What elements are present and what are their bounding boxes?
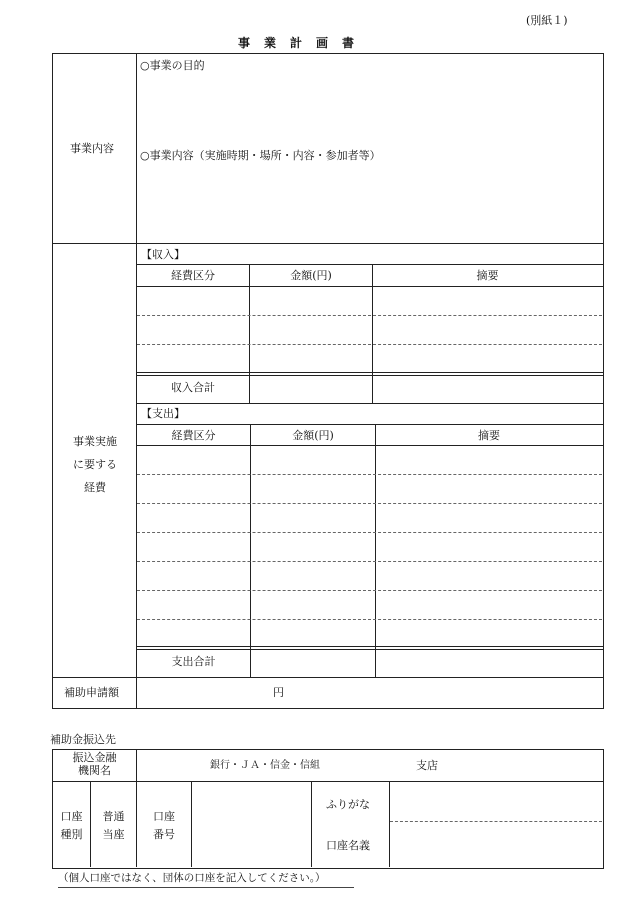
bank-footnote: （個人口座ではなく、団体の口座を記入してください。） [58,872,326,884]
institution-name-input[interactable] [140,757,210,777]
row-divider-expense [52,677,603,678]
income-note-input[interactable] [376,349,602,371]
income-heading-line [136,264,603,265]
income-amount-input[interactable] [253,349,371,371]
expenditure-col-category: 経費区分 [171,429,216,442]
account-type-option-checking[interactable]: 当座 [102,828,125,841]
expenditure-row-divider [137,561,602,562]
expenditure-total-line [136,649,603,650]
income-vdiv-1 [249,264,250,403]
document-title: 事 業 計 画 書 [238,36,356,50]
bank-vdiv-5 [389,781,390,867]
details-field[interactable] [142,166,601,242]
expenditure-amount-input[interactable] [254,479,374,501]
income-note-input[interactable] [376,292,602,314]
expenditure-amount-input[interactable] [254,566,374,588]
income-vdiv-2 [372,264,373,403]
subsidy-label: 補助申請額 [64,686,119,699]
annex-label: (別紙１) [526,14,568,27]
furigana-divider [390,821,602,822]
income-end-line [136,403,603,404]
account-name-input[interactable] [394,835,602,857]
income-total-line [136,375,603,376]
income-col-amount: 金額(円) [290,269,332,282]
expense-row-label-line: に要する [73,458,117,471]
row-divider-content [52,243,603,244]
income-row-divider [137,344,602,345]
income-total-line [136,372,603,373]
account-type-label-line: 種別 [60,828,83,841]
institution-label [53,751,136,777]
expenditure-note-input[interactable] [379,508,602,530]
bank-vdiv-4 [311,781,312,867]
account-number-label-line: 番号 [153,828,175,841]
branch-suffix: 支店 [416,759,438,772]
income-category-input[interactable] [140,320,248,342]
income-row-divider [137,315,602,316]
furigana-label: ふりがな [326,798,370,811]
expenditure-amount-input[interactable] [254,508,374,530]
bank-vdiv-3 [191,781,192,867]
expenditure-note-input[interactable] [379,623,602,645]
income-category-input[interactable] [140,349,248,371]
expenditure-vdiv-2 [375,424,376,677]
branch-name-input[interactable] [328,757,416,777]
account-type-label-line: 口座 [60,810,83,823]
income-category-input[interactable] [140,292,248,314]
footnote-underline [58,887,354,888]
account-number-label [137,808,191,844]
expenditure-row-divider [137,503,602,504]
expenditure-total-line [136,646,603,647]
expenditure-amount-input[interactable] [254,537,374,559]
expense-row-label [56,430,134,499]
income-heading: 【収入】 [141,248,185,261]
bank-vdiv-label [136,749,137,782]
expenditure-amount-input[interactable] [254,595,374,617]
expenditure-col-note: 摘要 [478,429,500,442]
expenditure-row-divider [137,532,602,533]
account-name-label: 口座名義 [326,839,370,852]
expenditure-category-input[interactable] [140,451,249,473]
expenditure-total-note-input[interactable] [379,653,602,675]
expenditure-note-input[interactable] [379,537,602,559]
account-number-input[interactable] [196,815,310,837]
income-total-label: 収入合計 [171,381,215,394]
income-amount-input[interactable] [253,292,371,314]
account-number-label-line: 口座 [153,810,175,823]
expenditure-amount-input[interactable] [254,623,374,645]
income-col-note: 摘要 [476,269,499,282]
expenditure-category-input[interactable] [140,566,249,588]
details-heading: ○事業内容（実施時期・場所・内容・参加者等） [140,149,381,162]
bank-row-divider [52,781,603,782]
expense-row-label-line: 事業実施 [73,435,117,448]
expenditure-category-input[interactable] [140,537,249,559]
income-col-category: 経費区分 [171,269,215,282]
income-total-note-input[interactable] [376,379,602,401]
account-type-option-ordinary[interactable]: 普通 [102,810,125,823]
expenditure-row-divider [137,474,602,475]
purpose-heading: ○事業の目的 [140,59,205,72]
institution-label-line: 振込金融 [72,751,117,764]
subsidy-unit: 円 [273,686,284,699]
furigana-input[interactable] [394,795,602,817]
institution-label-line: 機関名 [78,764,111,777]
expenditure-category-input[interactable] [140,623,249,645]
expenditure-amount-input[interactable] [254,451,374,473]
institution-types: 銀行・ＪＡ・信金・信組 [210,760,320,771]
expenditure-note-input[interactable] [379,566,602,588]
income-total-amount-input[interactable] [253,379,371,401]
bank-section-title: 補助金振込先 [50,733,116,746]
income-note-input[interactable] [376,320,602,342]
content-row-label: 事業内容 [70,142,114,155]
expenditure-total-label: 支出合計 [171,655,216,668]
income-header-line [136,286,603,287]
expenditure-header-line [136,445,603,446]
expenditure-vdiv-1 [250,424,251,677]
expenditure-row-divider [137,619,602,620]
expenditure-col-amount: 金額(円) [292,429,334,442]
expenditure-category-input[interactable] [140,595,249,617]
expenditure-note-input[interactable] [379,451,602,473]
account-type-label [53,808,90,844]
expenditure-note-input[interactable] [379,479,602,501]
purpose-field[interactable] [142,76,601,146]
expense-row-label-line: 経費 [84,481,106,494]
expenditure-category-input[interactable] [140,508,249,530]
expenditure-heading-line [136,424,603,425]
expenditure-total-amount-input[interactable] [254,653,374,675]
account-type-options[interactable] [91,808,136,844]
expenditure-row-divider [137,590,602,591]
expenditure-category-input[interactable] [140,479,249,501]
expenditure-heading: 【支出】 [141,407,185,420]
income-amount-input[interactable] [253,320,371,342]
subsidy-amount-input[interactable] [150,683,272,705]
expenditure-note-input[interactable] [379,595,602,617]
